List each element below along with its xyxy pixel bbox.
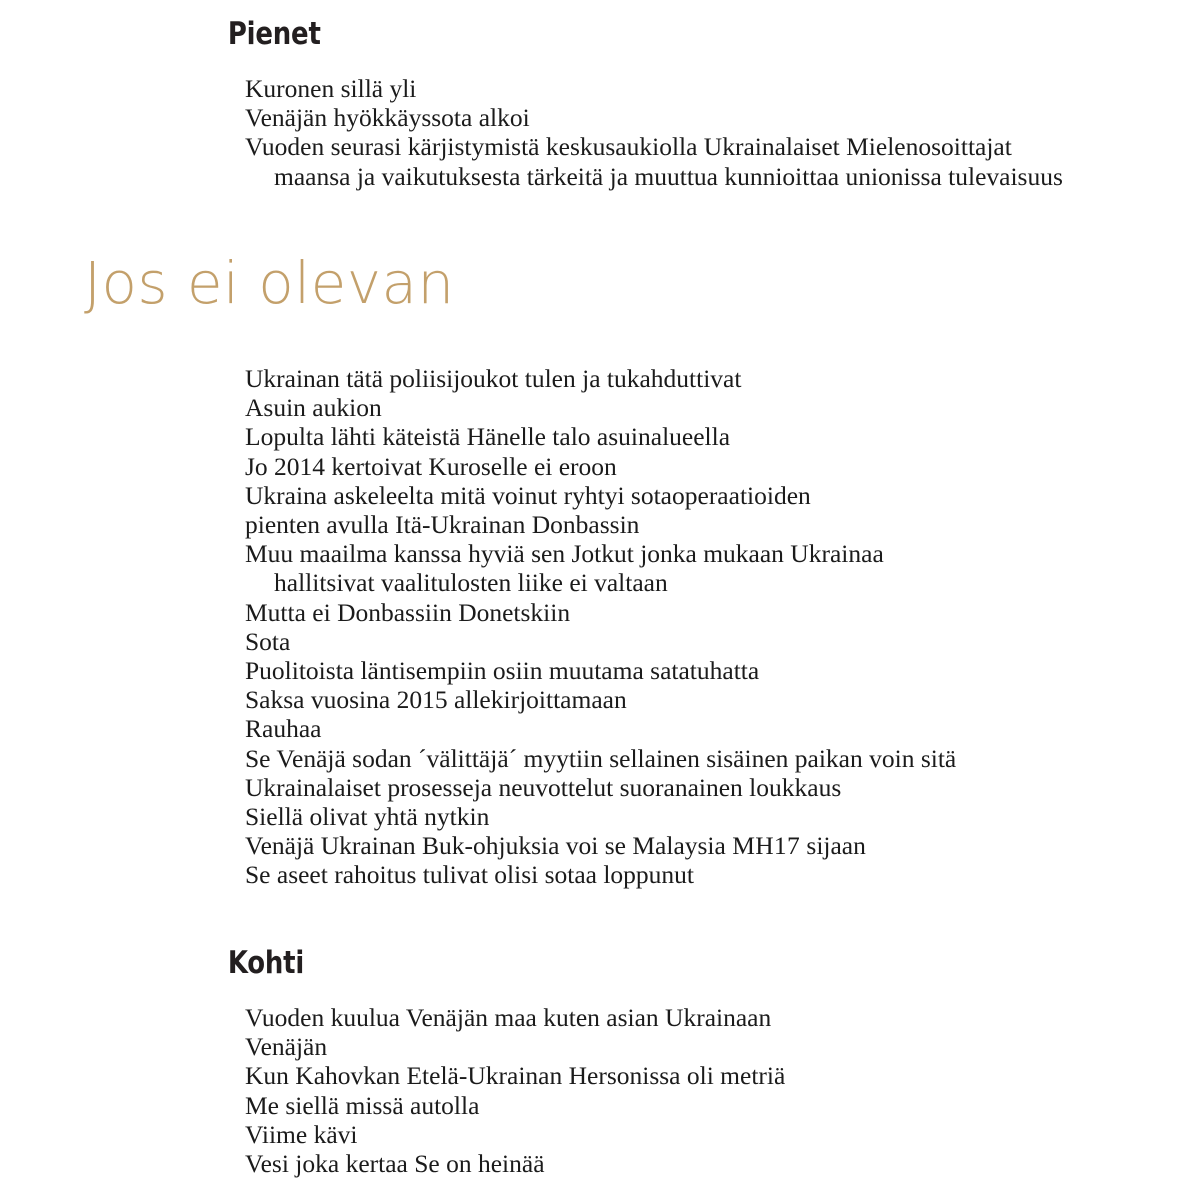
poem-lines-kohti [0, 1003, 1180, 1178]
section-pienet-heading [0, 14, 1180, 54]
poem-line: Vuoden kuulua Venäjän maa kuten asian Ukrainaan [245, 1003, 772, 1032]
poem-line: Ukrainan tätä poliisijoukot tulen ja tukahduttivat [245, 364, 742, 393]
section-jos-ei-olevan-heading [0, 247, 1180, 319]
section-heading-pienet: Pienet [227, 16, 321, 52]
poem-lines-pienet [0, 74, 1180, 191]
poem-line: Mutta ei Donbassiin Donetskiin [245, 597, 571, 627]
poem-line: Venäjän [245, 1032, 328, 1062]
poem-line: Saksa vuosina 2015 allekirjoittamaan [245, 685, 627, 715]
poem-line: Venäjän hyökkäyssota alkoi [245, 103, 530, 133]
poem-line: Vuoden seurasi kärjistymistä keskusaukiolla Ukrainalaiset Mielenosoittajat [245, 132, 1012, 162]
poem-line: Sota [245, 626, 291, 656]
small-caps-token: MH17 [732, 831, 801, 861]
poem-line: Kuronen sillä yli [245, 74, 417, 103]
poem-line: Jo 2014 kertoivat Kuroselle ei eroon [245, 451, 617, 481]
section-kohti-heading [0, 943, 1180, 983]
poem-line: Viime kävi [245, 1119, 358, 1149]
poem-line: Kun Kahovkan Etelä-Ukrainan Hersonissa oli metriä [245, 1061, 786, 1091]
poem-line: pienten avulla Itä-Ukrainan Donbassin [245, 510, 640, 540]
section-jos-ei-olevan-body [0, 364, 1180, 890]
section-pienet-body [0, 74, 1180, 191]
poem-lines-jos-ei-olevan [0, 364, 1180, 890]
poem-line: Se aseet rahoitus tulivat olisi sotaa loppunut [245, 860, 695, 890]
section-heading-jos-ei-olevan: Jos ei olevan [84, 249, 455, 317]
section-kohti-body [0, 1003, 1180, 1178]
poem-line: maansa ja vaikutuksesta tärkeitä ja muuttua kunnioittaa unionissa tulevaisuus [274, 161, 1063, 191]
poem-line: Ukraina askeleelta mitä voinut ryhtyi sotaoperaatioiden [245, 480, 811, 510]
poem-line: Muu maailma kanssa hyviä sen Jotkut jonka mukaan Ukrainaa [245, 539, 884, 569]
poem-line: Asuin aukion [245, 393, 382, 423]
poem-line: Rauhaa [245, 714, 322, 744]
poem-line: Me siellä missä autolla [245, 1090, 480, 1120]
poem-line: Lopulta lähti käteistä Hänelle talo asuinalueella [245, 422, 731, 452]
poem-line: Se Venäjä sodan ´välittäjä´ myytiin sellainen sisäinen paikan voin sitä [245, 743, 957, 773]
poem-line: hallitsivat vaalitulosten liike ei valtaan [274, 568, 668, 598]
poem-line: Venäjä Ukrainan Buk-ohjuksia voi se Malaysia MH17 sijaan [245, 831, 866, 861]
poem-line: Ukrainalaiset prosesseja neuvottelut suoranainen loukkaus [245, 772, 842, 802]
poem-line: Vesi joka kertaa Se on heinää [245, 1149, 545, 1179]
poem-line: Siellä olivat yhtä nytkin [245, 802, 490, 832]
poem-line: Puolitoista läntisempiin osiin muutama satatuhatta [245, 656, 760, 686]
section-heading-kohti: Kohti [227, 945, 305, 981]
